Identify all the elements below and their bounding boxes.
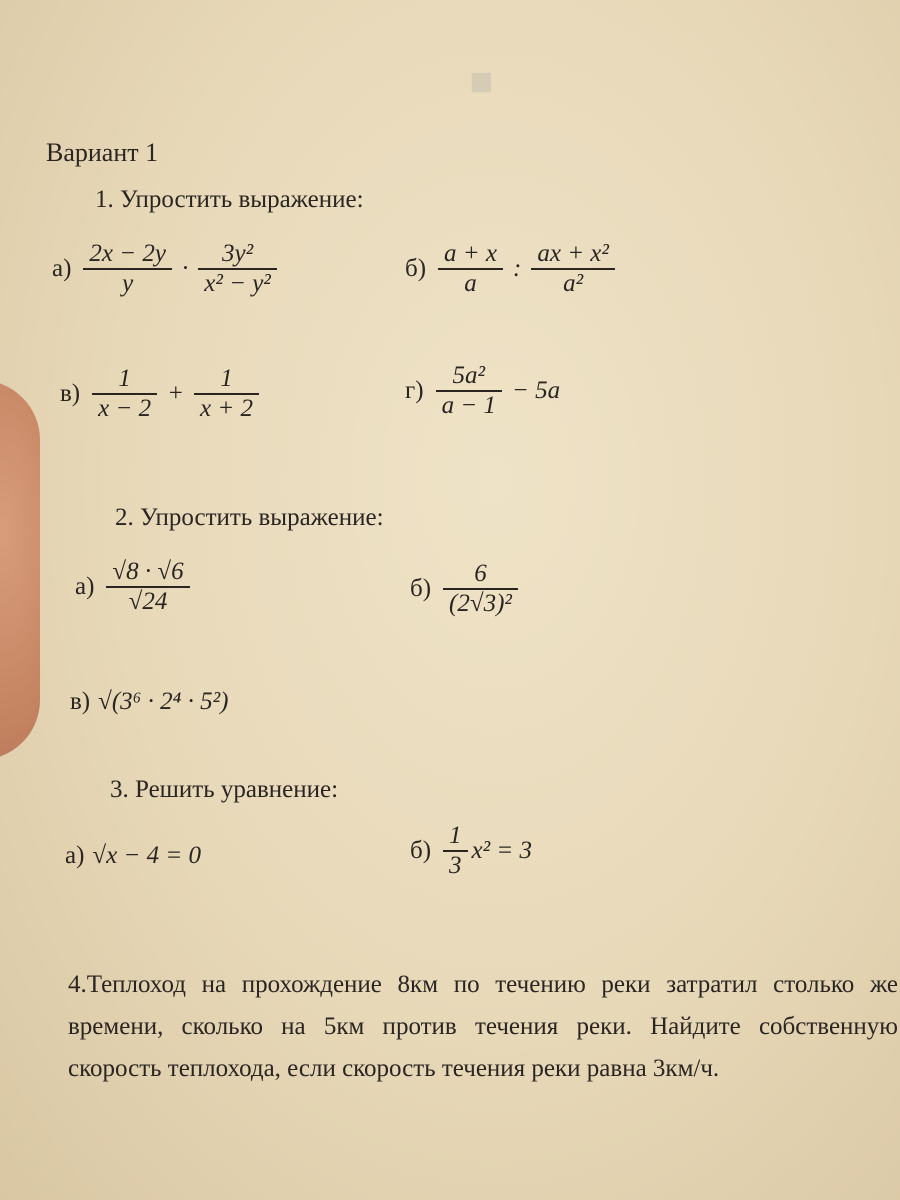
numerator: 2x − 2y [89,240,166,267]
equation-tail: x² = 3 [471,837,533,864]
section-2-heading: 2. Упростить выражение: [115,504,384,531]
marker-b: б) [405,255,427,282]
s1-item-b [405,240,619,298]
s1-item-v [60,365,263,423]
marker-a: а) [65,842,85,869]
s2-item-v [70,688,228,716]
s3-item-a [65,842,201,870]
numerator: 6 [474,560,487,587]
marker-a: а) [75,573,95,600]
fraction [106,558,189,616]
fraction [83,240,172,298]
denominator: x − 2 [98,395,152,422]
denominator: √24 [128,588,168,615]
numerator: 1 [118,365,131,392]
fraction [443,822,468,880]
section-3-heading: 3. Решить уравнение: [110,776,339,803]
fraction [531,240,615,298]
numerator: ax + x² [537,240,609,267]
fraction [194,365,259,423]
marker-v: в) [60,380,81,407]
fraction [443,560,518,618]
numerator: 1 [220,365,233,392]
numerator: a + x [444,240,498,267]
numerator: 5a² [452,362,486,389]
fraction [438,240,503,298]
marker-g: г) [405,377,424,404]
numerator: √8 · √6 [112,558,184,585]
numerator: 3y² [221,240,254,267]
denominator: y [122,270,134,297]
denominator: x + 2 [199,395,253,422]
task-4-text: 4.Теплоход на прохождение 8км по течению реки затратил столько же времени, сколько на 5км против течения реки. Найдите собственную скорость теплохода, если скорость течения реки равна 3км/ч. [68,971,898,1082]
s2-item-b [410,560,522,618]
denominator: 3 [449,852,462,879]
variant-title: Вариант 1 [46,138,159,167]
denominator: a² [563,270,584,297]
bleed-through-print: ■ [460,70,505,95]
s1-item-g [405,362,566,420]
denominator: x² − y² [204,270,271,297]
marker-b: б) [410,837,432,864]
marker-b: б) [410,575,432,602]
s2-item-a [75,558,194,616]
expression-tail: − 5a [511,377,561,404]
finger-photo-edge [0,380,40,760]
operator: + [167,380,184,407]
denominator: (2√3)² [449,590,512,617]
s1-item-a [52,240,281,298]
equation: √x − 4 = 0 [92,842,201,869]
section-1-heading: 1. Упростить выражение: [95,186,364,213]
fraction [436,362,502,420]
numerator: 1 [449,822,462,849]
marker-v: в) [70,688,91,715]
denominator: a [464,270,477,297]
operator: : [513,255,522,282]
fraction [92,365,157,423]
marker-a: а) [52,255,72,282]
s3-item-b [410,822,532,880]
operator: · [181,255,189,282]
expression: √(3⁶ · 2⁴ · 5²) [98,688,229,715]
fraction [198,240,277,298]
denominator: a − 1 [441,392,496,419]
